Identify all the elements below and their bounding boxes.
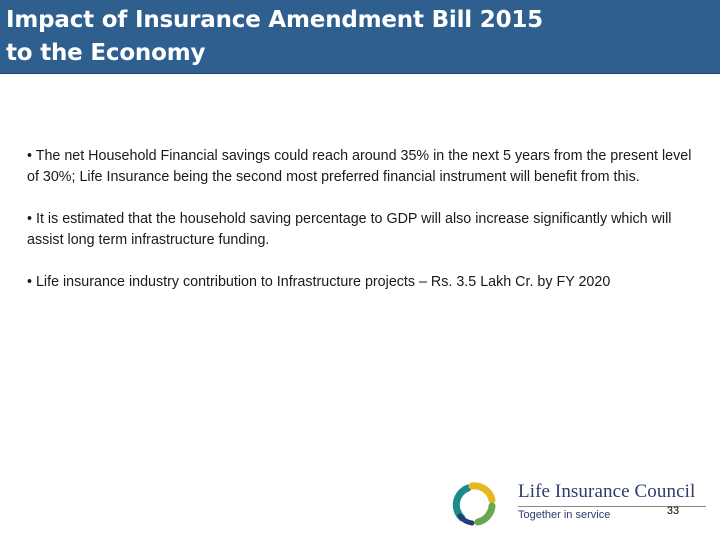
slide-body	[27, 146, 695, 314]
slide-title	[6, 4, 706, 70]
bullet-household-savings: • The net Household Financial savings could reach around 35% in the next 5 years from the present level of 30%; Life Insurance being the second most preferred financial instrument will benefit from this.	[27, 148, 692, 185]
life-insurance-council-logo	[446, 478, 712, 530]
logo-arc-navy	[460, 516, 472, 523]
organization-tagline: Together in service	[518, 509, 611, 521]
logo-arc-green	[478, 506, 492, 522]
bullet-gdp-saving-percentage: • It is estimated that the household saving percentage to GDP will also increase significantly which will assist long term infrastructure funding.	[27, 211, 672, 248]
slide-title-line-2: to the Economy	[6, 40, 206, 66]
logo-arc-yellow	[472, 486, 492, 500]
organization-name: Life Insurance Council	[518, 481, 696, 502]
page-number: 33	[666, 505, 680, 517]
bullet-infrastructure-contribution: • Life insurance industry contribution to Infrastructure projects – Rs. 3.5 Lakh Cr. by FY 2020	[27, 274, 611, 290]
slide-title-line-1: Impact of Insurance Amendment Bill 2015	[6, 7, 543, 33]
slide-title-bar	[0, 0, 720, 74]
logo-arc-teal	[456, 488, 468, 518]
life-insurance-council-logo-icon	[448, 478, 500, 528]
